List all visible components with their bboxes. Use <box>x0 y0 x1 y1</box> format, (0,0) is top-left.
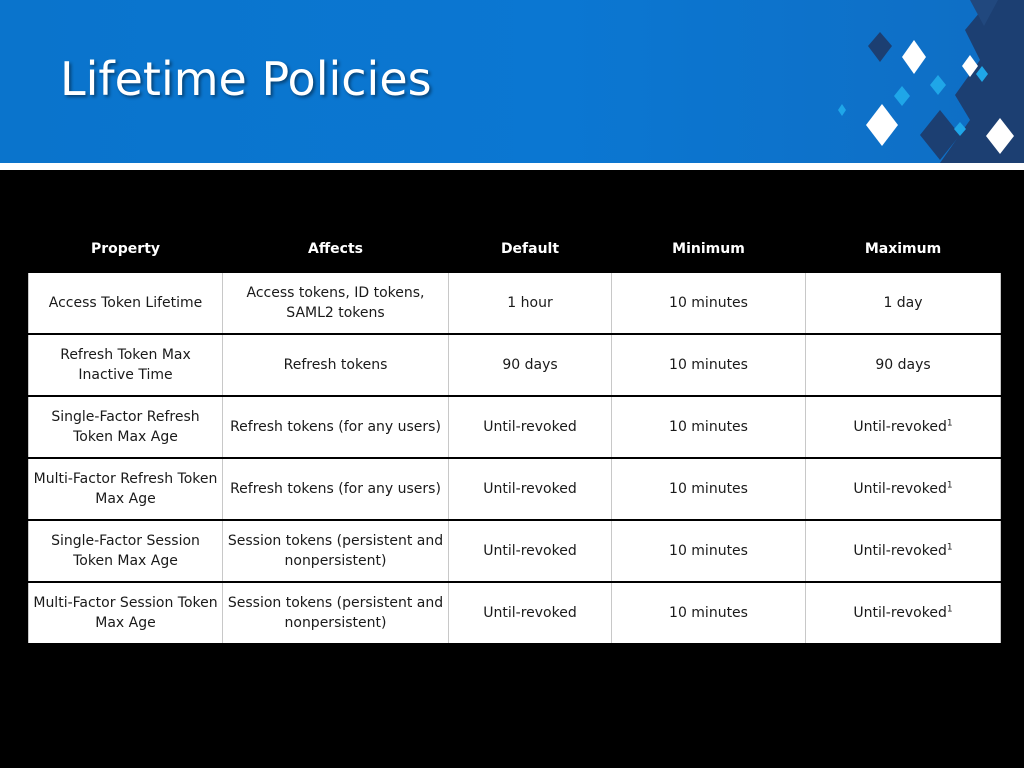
cell-affects: Refresh tokens <box>223 334 449 396</box>
cell-affects: Access tokens, ID tokens, SAML2 tokens <box>223 272 449 334</box>
table-row <box>29 272 1001 334</box>
cell-minimum: 10 minutes <box>612 520 806 582</box>
cell-maximum <box>806 582 1001 644</box>
cell-default: Until-revoked <box>449 396 612 458</box>
cell-property: Multi-Factor Refresh Token Max Age <box>29 458 223 520</box>
cell-maximum <box>806 334 1001 396</box>
footnote-marker: 1 <box>946 542 953 553</box>
cell-minimum: 10 minutes <box>612 396 806 458</box>
cell-maximum <box>806 520 1001 582</box>
cell-minimum: 10 minutes <box>612 582 806 644</box>
cell-affects: Refresh tokens (for any users) <box>223 458 449 520</box>
cell-default: 1 hour <box>449 272 612 334</box>
title-banner <box>0 0 1024 163</box>
cell-default: 90 days <box>449 334 612 396</box>
cell-maximum <box>806 272 1001 334</box>
column-header-maximum: Maximum <box>806 227 1001 272</box>
cell-maximum-value: Until-revoked <box>853 605 947 621</box>
cell-property: Single-Factor Refresh Token Max Age <box>29 396 223 458</box>
header-divider <box>0 163 1024 170</box>
table-row <box>29 396 1001 458</box>
footnote-marker: 1 <box>946 604 953 615</box>
diamond-shape <box>902 40 926 74</box>
table-row <box>29 582 1001 644</box>
cell-default: Until-revoked <box>449 458 612 520</box>
cell-affects: Refresh tokens (for any users) <box>223 396 449 458</box>
diamond-shape <box>894 86 910 106</box>
cell-maximum-value: Until-revoked <box>853 481 947 497</box>
column-header-affects: Affects <box>223 227 449 272</box>
table-row <box>29 458 1001 520</box>
cell-default: Until-revoked <box>449 520 612 582</box>
column-header-minimum: Minimum <box>612 227 806 272</box>
footnote-marker: 1 <box>946 480 953 491</box>
cell-property: Multi-Factor Session Token Max Age <box>29 582 223 644</box>
footnote-marker: 1 <box>946 418 953 429</box>
table-header-row <box>29 227 1001 272</box>
cell-default: Until-revoked <box>449 582 612 644</box>
cell-minimum: 10 minutes <box>612 458 806 520</box>
cell-property: Single-Factor Session Token Max Age <box>29 520 223 582</box>
cell-maximum <box>806 458 1001 520</box>
cell-maximum-value: Until-revoked <box>853 419 947 435</box>
cell-maximum-value: 90 days <box>875 357 931 373</box>
diamond-pattern-decoration <box>820 0 1024 163</box>
cell-minimum: 10 minutes <box>612 272 806 334</box>
cell-affects: Session tokens (persistent and nonpersistent) <box>223 520 449 582</box>
column-header-default: Default <box>449 227 612 272</box>
cell-property: Refresh Token Max Inactive Time <box>29 334 223 396</box>
cell-maximum <box>806 396 1001 458</box>
column-header-property: Property <box>29 227 223 272</box>
lifetime-policies-table <box>28 227 1001 645</box>
diamond-shape <box>866 104 898 146</box>
cell-property: Access Token Lifetime <box>29 272 223 334</box>
table-row <box>29 334 1001 396</box>
diamond-shape <box>868 32 892 62</box>
cell-minimum: 10 minutes <box>612 334 806 396</box>
slide-title: Lifetime Policies <box>60 52 432 106</box>
diamond-shape <box>838 104 846 116</box>
diamond-shape <box>930 75 946 95</box>
table-row <box>29 520 1001 582</box>
cell-maximum-value: 1 day <box>883 295 923 311</box>
cell-maximum-value: Until-revoked <box>853 543 947 559</box>
cell-affects: Session tokens (persistent and nonpersistent) <box>223 582 449 644</box>
